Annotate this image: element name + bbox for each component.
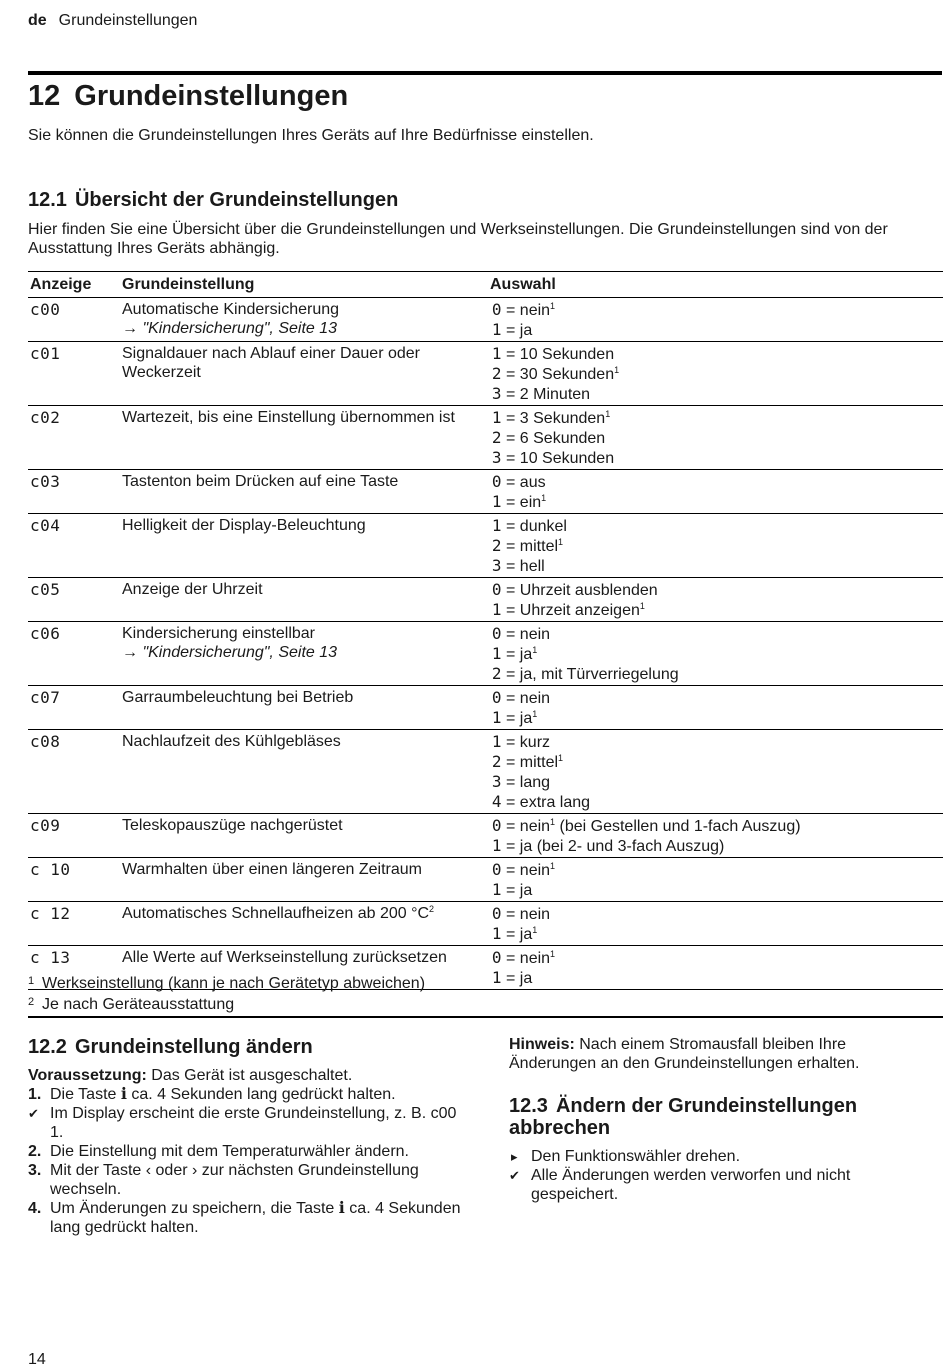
cancel-steps (509, 1147, 934, 1204)
setting-options (488, 578, 943, 622)
footnote-ref: 1 (550, 949, 556, 959)
table-row (28, 470, 943, 514)
option-line (490, 472, 941, 492)
table-header-row (28, 272, 943, 298)
option-code: 1 (491, 708, 502, 727)
table-row (28, 578, 943, 622)
chapter-intro: Sie können die Grundeinstellungen Ihres Geräts auf Ihre Bedürfnisse einstellen. (28, 127, 594, 144)
option-line (490, 624, 941, 644)
footnote-ref: 1 (532, 709, 538, 719)
setting-text: Wartezeit, bis eine Einstellung übernommen ist (122, 409, 455, 426)
option-code: 0 (491, 948, 502, 967)
option-code: 0 (491, 688, 502, 707)
display-code: c06 (28, 622, 120, 686)
setting-text: Teleskopauszüge nachgerüstet (122, 817, 343, 834)
table-row (28, 514, 943, 578)
step-text: Mit der Taste ‹ oder › zur nächsten Grundeinstellung wechseln. (50, 1162, 419, 1198)
option-text: = ja (506, 970, 533, 987)
option-code: 1 (491, 732, 502, 751)
option-code: 1 (491, 344, 502, 363)
option-code: 1 (491, 600, 502, 619)
option-code: 0 (491, 860, 502, 879)
footnote-ref: 1 (639, 601, 645, 611)
table-body (28, 298, 943, 990)
step-number: 1. (28, 1086, 42, 1103)
footnote-mark: 1 (28, 975, 35, 987)
option-code: 1 (491, 408, 502, 427)
setting-description (120, 578, 488, 622)
footnote-ref: 1 (614, 365, 620, 375)
setting-description (120, 814, 488, 858)
option-code: 2 (491, 364, 502, 383)
option-text: = hell (506, 558, 545, 575)
option-line (490, 580, 941, 600)
footnote-1 (28, 972, 943, 993)
setting-options (488, 470, 943, 514)
setting-options (488, 622, 943, 686)
display-code: c05 (28, 578, 120, 622)
option-text: = 30 Sekunden (506, 366, 615, 383)
table-row (28, 342, 943, 406)
option-text: = 10 Sekunden (506, 346, 615, 363)
option-text: = mittel (506, 538, 559, 555)
footnote-2 (28, 993, 943, 1014)
option-line (490, 860, 941, 880)
display-code: c 10 (28, 858, 120, 902)
setting-text: Tastenton beim Drücken auf eine Taste (122, 473, 399, 490)
option-line (490, 688, 941, 708)
option-line (490, 904, 941, 924)
settings-table (28, 271, 943, 990)
footnote-text: Werkseinstellung (kann je nach Gerätetyp abweichen) (42, 975, 426, 992)
header-title: Grundeinstellungen (58, 12, 198, 29)
option-line (490, 448, 941, 468)
option-line (490, 300, 941, 320)
setting-description (120, 858, 488, 902)
setting-description (120, 686, 488, 730)
option-text: = nein (506, 818, 551, 835)
option-code: 0 (491, 300, 502, 319)
option-code: 2 (491, 752, 502, 771)
section-title: Übersicht der Grundeinstellungen (74, 189, 399, 211)
option-line (490, 708, 941, 728)
display-code: c09 (28, 814, 120, 858)
option-line (490, 600, 941, 620)
option-text: = 2 Minuten (506, 386, 591, 403)
option-line (490, 732, 941, 752)
setting-text: Signaldauer nach Ablauf einer Dauer oder Weckerzeit (122, 345, 420, 381)
option-text: = nein (506, 906, 551, 923)
setting-options (488, 406, 943, 470)
setting-options (488, 902, 943, 946)
section-number: 12.2 (28, 1036, 67, 1058)
option-text: = lang (506, 774, 551, 791)
option-text: = ein (506, 494, 542, 511)
setting-text: Warmhalten über einen längeren Zeitraum (122, 861, 423, 878)
table-row (28, 730, 943, 814)
option-text: = kurz (506, 734, 551, 751)
step-number: 3. (28, 1162, 42, 1179)
option-line (490, 364, 941, 384)
action-step (509, 1147, 934, 1166)
table-row (28, 298, 943, 342)
option-text: = Uhrzeit anzeigen (506, 602, 640, 619)
setting-text: Kindersicherung einstellbar (122, 625, 315, 642)
option-text: = 3 Sekunden (506, 410, 606, 427)
option-code: 0 (491, 580, 502, 599)
display-code: c00 (28, 298, 120, 342)
setting-options (488, 686, 943, 730)
numbered-step (28, 1161, 468, 1199)
setting-options (488, 342, 943, 406)
option-code: 2 (491, 664, 502, 683)
option-code: 1 (491, 836, 502, 855)
option-line (490, 428, 941, 448)
display-code: c04 (28, 514, 120, 578)
option-line (490, 664, 941, 684)
setting-options (488, 730, 943, 814)
cross-reference-link[interactable]: → "Kindersicherung", Seite 13 (122, 644, 338, 661)
option-note: (bei Gestellen und 1-fach Auszug) (555, 818, 801, 835)
display-code: c08 (28, 730, 120, 814)
setting-description (120, 342, 488, 406)
setting-text: Garraumbeleuchtung bei Betrieb (122, 689, 354, 706)
setting-text: Alle Werte auf Werkseinstellung zurücksetzen (122, 949, 447, 966)
hint-text: Nach einem Stromausfall bleiben Ihre Änderungen an den Grundeinstellungen erhalten. (509, 1036, 860, 1072)
setting-description (120, 622, 488, 686)
footnote-ref: 1 (532, 925, 538, 935)
option-code: 3 (491, 384, 502, 403)
hint-label: Hinweis: (509, 1036, 575, 1053)
option-code: 1 (491, 644, 502, 663)
section-12-2 (28, 1036, 468, 1237)
precondition-text: Das Gerät ist ausgeschaltet. (146, 1067, 353, 1084)
option-code: 1 (491, 968, 502, 987)
footnote-ref: 1 (550, 861, 556, 871)
setting-options (488, 814, 943, 858)
option-line (490, 644, 941, 664)
option-code: 2 (491, 536, 502, 555)
table-row (28, 622, 943, 686)
option-line (490, 792, 941, 812)
option-line (490, 408, 941, 428)
footnote-ref: 1 (550, 817, 556, 827)
option-text: = 6 Sekunden (506, 430, 606, 447)
option-text: = mittel (506, 754, 559, 771)
result-step (509, 1166, 934, 1204)
option-code: 4 (491, 792, 502, 811)
page-number: 14 (28, 1351, 46, 1368)
setting-description (120, 514, 488, 578)
numbered-step (28, 1199, 468, 1237)
display-code: c01 (28, 342, 120, 406)
result-step (28, 1104, 468, 1142)
option-code: 0 (491, 816, 502, 835)
option-text: = ja (506, 926, 533, 943)
numbered-step (28, 1085, 468, 1104)
column-header-grundeinstellung: Grundeinstellung (120, 272, 488, 298)
option-code: 0 (491, 904, 502, 923)
option-code: 1 (491, 880, 502, 899)
setting-text: Anzeige der Uhrzeit (122, 581, 263, 598)
option-text: = ja (506, 646, 533, 663)
option-line (490, 556, 941, 576)
setting-options (488, 514, 943, 578)
section-12-1-intro: Hier finden Sie eine Übersicht über die Grundeinstellungen und Werkseinstellungen. Die Grundeinstellungen sind von der Ausstattung Ihres Geräts abhängig. (28, 221, 888, 257)
chapter-title-text: Grundeinstellungen (74, 80, 349, 112)
display-code: c02 (28, 406, 120, 470)
step-number: 2. (28, 1143, 42, 1160)
option-line (490, 536, 941, 556)
footnote-ref: 1 (541, 493, 547, 503)
step-text: Die Taste ℹ ca. 4 Sekunden lang gedrückt halten. (50, 1086, 396, 1103)
footnote-ref: 1 (532, 645, 538, 655)
option-text: = nein (506, 950, 551, 967)
option-code: 0 (491, 624, 502, 643)
section-number: 12.3 (509, 1095, 548, 1117)
chapter-title (28, 80, 348, 113)
setting-description (120, 406, 488, 470)
page-header (28, 12, 197, 30)
option-code: 3 (491, 772, 502, 791)
header-rule (28, 71, 942, 75)
precondition (28, 1066, 468, 1085)
step-number: 4. (28, 1200, 42, 1217)
language-tag: de (28, 12, 47, 29)
step-text: Den Funktionswähler drehen. (531, 1148, 741, 1165)
table-footnotes (28, 972, 943, 1018)
section-12-2-heading (28, 1036, 468, 1058)
display-code: c 12 (28, 902, 120, 946)
option-code: 1 (491, 492, 502, 511)
option-text: = nein (506, 302, 551, 319)
table-row (28, 858, 943, 902)
option-line (490, 772, 941, 792)
column-header-anzeige: Anzeige (28, 272, 120, 298)
option-line (490, 880, 941, 900)
cross-reference-link[interactable]: → "Kindersicherung", Seite 13 (122, 320, 338, 337)
table-row (28, 814, 943, 858)
footnote-ref: 1 (558, 753, 564, 763)
footnote-mark: 2 (28, 996, 35, 1008)
option-line (490, 384, 941, 404)
section-12-1-heading (28, 189, 398, 211)
option-text: = 10 Sekunden (506, 450, 615, 467)
option-code: 3 (491, 556, 502, 575)
hint-note (509, 1035, 934, 1073)
option-text: = Uhrzeit ausblenden (506, 582, 658, 599)
option-line (490, 948, 941, 968)
chapter-number: 12 (28, 80, 61, 112)
display-code: c 13 (28, 946, 120, 990)
setting-options (488, 298, 943, 342)
option-line (490, 344, 941, 364)
table-row (28, 902, 943, 946)
option-text: = nein (506, 690, 551, 707)
option-text: = ja (506, 322, 533, 339)
footnote-ref: 2 (429, 904, 435, 914)
display-code: c07 (28, 686, 120, 730)
option-text: = dunkel (506, 518, 567, 535)
footnote-ref: 1 (558, 537, 564, 547)
setting-text: Helligkeit der Display-Beleuchtung (122, 517, 366, 534)
option-text: = ja (506, 710, 533, 727)
footnote-ref: 1 (605, 409, 611, 419)
step-text: Alle Änderungen werden verworfen und nicht gespeichert. (531, 1167, 851, 1203)
setting-text: Automatische Kindersicherung (122, 301, 340, 318)
option-line (490, 516, 941, 536)
option-text: = extra lang (506, 794, 591, 811)
option-code: 1 (491, 924, 502, 943)
option-line (490, 752, 941, 772)
footnote-ref: 1 (550, 301, 556, 311)
option-text: = ja (bei 2- und 3-fach Auszug) (506, 838, 725, 855)
section-title: Grundeinstellung ändern (74, 1036, 313, 1058)
option-code: 2 (491, 428, 502, 447)
option-code: 0 (491, 472, 502, 491)
option-line (490, 836, 941, 856)
instruction-steps (28, 1085, 468, 1237)
step-text: Um Änderungen zu speichern, die Taste ℹ ca. 4 Sekunden lang gedrückt halten. (50, 1200, 461, 1236)
setting-description (120, 298, 488, 342)
option-code: 1 (491, 320, 502, 339)
setting-options (488, 858, 943, 902)
display-code: c03 (28, 470, 120, 514)
table-row (28, 686, 943, 730)
option-text: = ja (506, 882, 533, 899)
option-text: = nein (506, 626, 551, 643)
option-line (490, 492, 941, 512)
option-line (490, 320, 941, 340)
step-text: Die Einstellung mit dem Temperaturwähler ändern. (50, 1143, 409, 1160)
step-text: Im Display erscheint die erste Grundeinstellung, z. B. c00 1. (50, 1105, 457, 1141)
option-line (490, 816, 941, 836)
precondition-label: Voraussetzung: (28, 1067, 147, 1084)
table-row (28, 406, 943, 470)
setting-text: Automatisches Schnellaufheizen ab 200 °C (122, 905, 430, 922)
option-line (490, 924, 941, 944)
footnote-text: Je nach Geräteausstattung (42, 996, 235, 1013)
column-header-auswahl: Auswahl (488, 272, 943, 298)
option-code: 1 (491, 516, 502, 535)
option-text: = ja, mit Türverriegelung (506, 666, 679, 683)
numbered-step (28, 1142, 468, 1161)
setting-description (120, 730, 488, 814)
section-title: Ändern der Grundeinstellungen abbrechen (509, 1095, 858, 1139)
setting-text: Nachlaufzeit des Kühlgebläses (122, 733, 341, 750)
option-code: 3 (491, 448, 502, 467)
section-12-3-heading (509, 1095, 934, 1139)
right-column (509, 1035, 934, 1204)
option-text: = nein (506, 862, 551, 879)
setting-description (120, 470, 488, 514)
section-number: 12.1 (28, 189, 67, 211)
option-text: = aus (506, 474, 546, 491)
setting-description (120, 902, 488, 946)
